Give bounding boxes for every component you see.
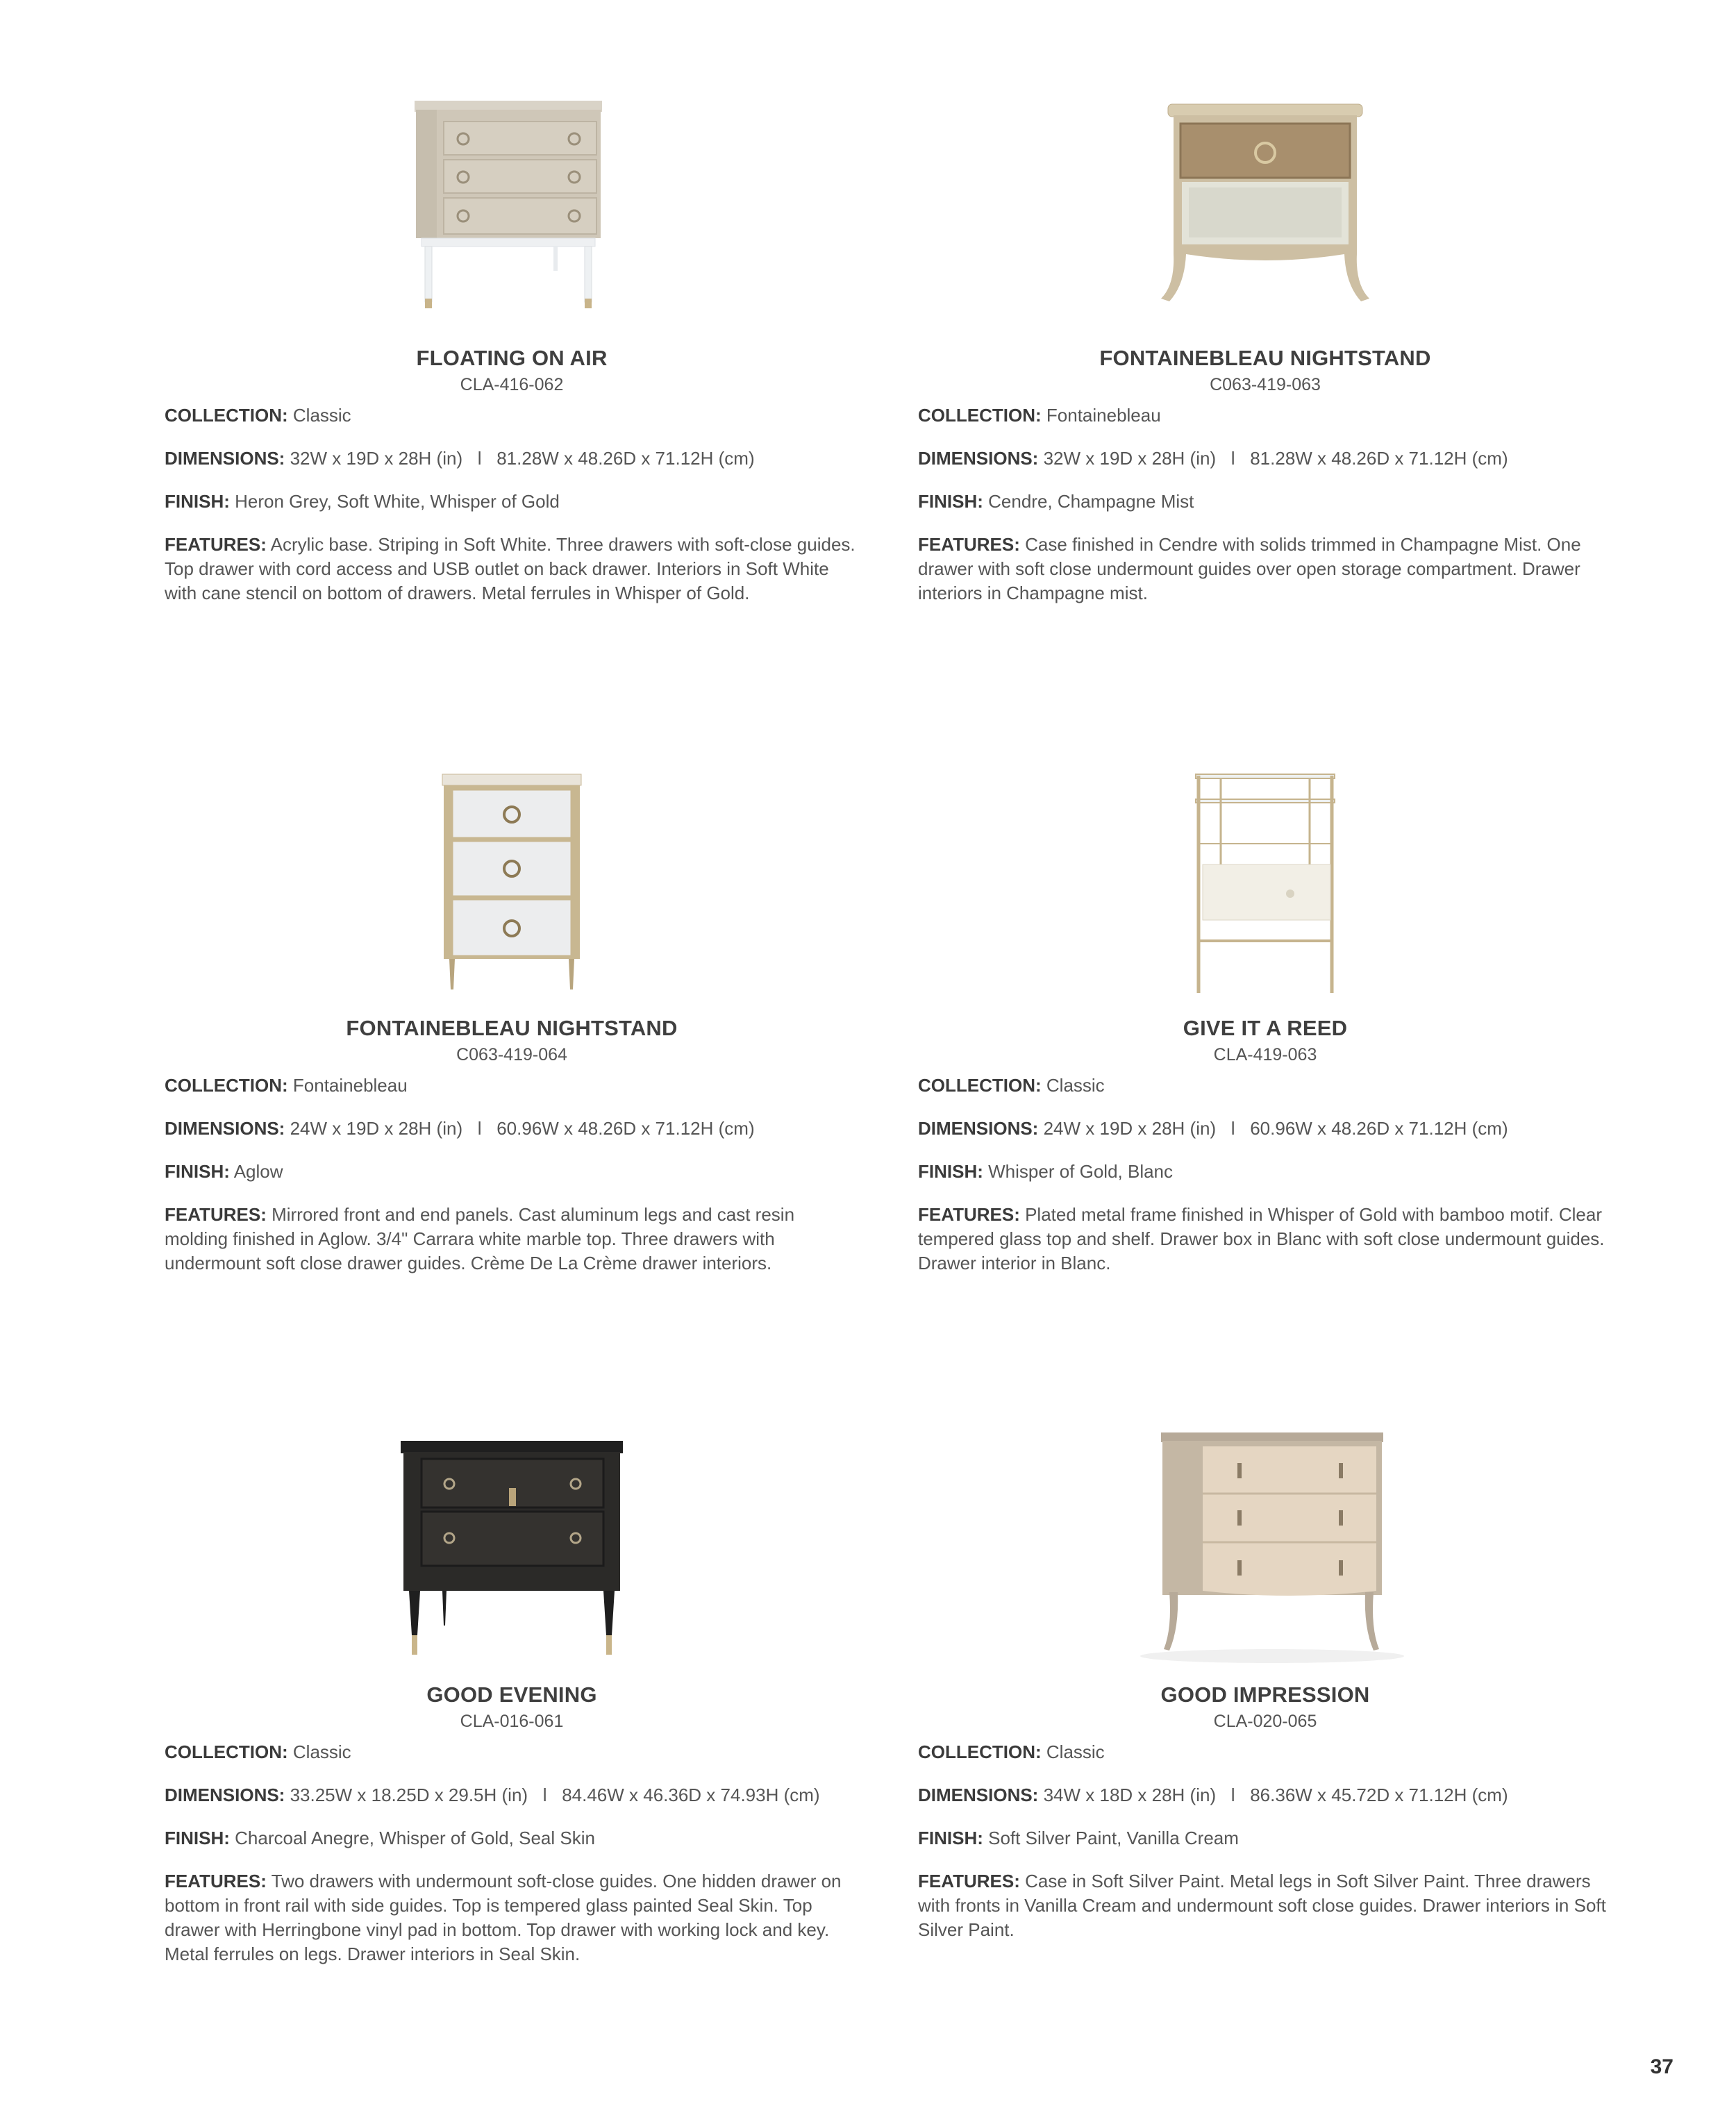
features-line <box>918 1869 1612 1942</box>
features-value: Case in Soft Silver Paint. Metal legs in Soft Silver Paint. Three drawers with fronts in Vanilla Cream and undermount soft close guides. Drawer interiors in Soft Silver Paint. <box>918 1871 1606 1940</box>
finish-label: FINISH: <box>165 1161 230 1182</box>
product-title: GIVE IT A REED <box>1183 1016 1348 1040</box>
collection-value: Fontainebleau <box>292 1075 408 1096</box>
collection-value: Fontainebleau <box>1046 405 1161 426</box>
features-value: Mirrored front and end panels. Cast aluminum legs and cast resin molding finished in Aglow. 3/4" Carrara white marble top. Three drawers with undermount soft close drawer guides. Crème De La Crème drawer interiors. <box>165 1204 795 1273</box>
collection-line <box>165 1740 859 1764</box>
dimensions-label: DIMENSIONS: <box>918 1785 1039 1805</box>
dimensions-label: DIMENSIONS: <box>165 448 285 469</box>
product-card-good-impression <box>918 1427 1612 1942</box>
product-image <box>165 760 859 1010</box>
collection-label: COLLECTION: <box>165 1741 288 1762</box>
product-card-floating-on-air <box>165 90 859 605</box>
dimensions-value: 34W x 18D x 28H (in) l 86.36W x 45.72D x 71.12H (cm) <box>1043 1785 1508 1805</box>
collection-line <box>918 1740 1612 1764</box>
fontainebleau-nightstand-open-illustration <box>1147 90 1383 330</box>
good-impression-chest-illustration <box>1126 1427 1404 1666</box>
collection-value: Classic <box>1046 1741 1105 1762</box>
features-line <box>918 533 1612 605</box>
product-image <box>165 90 859 340</box>
finish-value: Whisper of Gold, Blanc <box>988 1161 1174 1182</box>
finish-value: Charcoal Anegre, Whisper of Gold, Seal Skin <box>235 1828 595 1848</box>
finish-label: FINISH: <box>918 1828 983 1848</box>
features-line <box>165 533 859 605</box>
collection-value: Classic <box>1046 1075 1105 1096</box>
dimensions-line <box>165 1117 859 1141</box>
collection-label: COLLECTION: <box>165 405 288 426</box>
features-label: FEATURES: <box>918 1204 1020 1225</box>
page-number: 37 <box>1650 2055 1674 2078</box>
features-label: FEATURES: <box>165 1871 267 1891</box>
collection-value: Classic <box>292 1741 351 1762</box>
collection-label: COLLECTION: <box>918 1741 1042 1762</box>
finish-line <box>165 1826 859 1851</box>
product-sku: CLA-020-065 <box>1213 1712 1317 1731</box>
finish-label: FINISH: <box>165 1828 230 1848</box>
product-card-fontainebleau-064 <box>165 760 859 1276</box>
features-label: FEATURES: <box>918 534 1020 555</box>
collection-line <box>165 403 859 428</box>
collection-label: COLLECTION: <box>165 1075 288 1096</box>
dimensions-value: 24W x 19D x 28H (in) l 60.96W x 48.26D x 71.12H (cm) <box>1043 1118 1508 1139</box>
product-card-good-evening <box>165 1427 859 1966</box>
features-label: FEATURES: <box>918 1871 1020 1891</box>
product-sku: CLA-016-061 <box>460 1712 564 1731</box>
give-it-a-reed-table-illustration <box>1154 760 1376 1000</box>
product-sku: C063-419-064 <box>456 1045 567 1064</box>
finish-line <box>918 490 1612 514</box>
collection-value: Classic <box>292 405 351 426</box>
product-image <box>918 1427 1612 1677</box>
product-title: GOOD IMPRESSION <box>1160 1682 1370 1707</box>
finish-line <box>165 490 859 514</box>
fontainebleau-nightstand-mirrored-illustration <box>401 760 623 1000</box>
collection-line <box>918 1073 1612 1098</box>
dimensions-line <box>165 446 859 471</box>
features-label: FEATURES: <box>165 1204 267 1225</box>
dimensions-label: DIMENSIONS: <box>165 1785 285 1805</box>
dimensions-value: 32W x 19D x 28H (in) l 81.28W x 48.26D x 71.12H (cm) <box>290 448 755 469</box>
finish-label: FINISH: <box>918 1161 983 1182</box>
finish-value: Aglow <box>233 1161 283 1182</box>
features-label: FEATURES: <box>165 534 267 555</box>
features-value: Plated metal frame finished in Whisper of Gold with bamboo motif. Clear tempered glass top and shelf. Drawer box in Blanc with soft close undermount guides. Drawer interior in Blanc. <box>918 1204 1605 1273</box>
finish-line <box>918 1826 1612 1851</box>
finish-value: Heron Grey, Soft White, Whisper of Gold <box>235 491 560 512</box>
product-card-give-it-a-reed <box>918 760 1612 1276</box>
product-sku: CLA-419-063 <box>1213 1045 1317 1064</box>
product-image <box>165 1427 859 1677</box>
features-line <box>918 1203 1612 1276</box>
product-sku: CLA-416-062 <box>460 375 564 394</box>
product-sku: C063-419-063 <box>1210 375 1321 394</box>
product-title: FLOATING ON AIR <box>416 346 608 370</box>
collection-label: COLLECTION: <box>918 405 1042 426</box>
dimensions-label: DIMENSIONS: <box>918 1118 1039 1139</box>
good-evening-chest-illustration <box>380 1427 644 1666</box>
features-value: Acrylic base. Striping in Soft White. Three drawers with soft-close guides. Top drawer with cord access and USB outlet on back drawer. Interiors in Soft White with cane stencil on bottom of drawers. Metal ferrules in Whisper of Gold. <box>165 534 856 603</box>
collection-label: COLLECTION: <box>918 1075 1042 1096</box>
dimensions-line <box>918 446 1612 471</box>
finish-value: Cendre, Champagne Mist <box>988 491 1194 512</box>
finish-line <box>165 1160 859 1184</box>
dimensions-label: DIMENSIONS: <box>918 448 1039 469</box>
dimensions-line <box>165 1783 859 1807</box>
dimensions-value: 33.25W x 18.25D x 29.5H (in) l 84.46W x 46.36D x 74.93H (cm) <box>290 1785 820 1805</box>
product-card-fontainebleau-063 <box>918 90 1612 605</box>
dimensions-line <box>918 1783 1612 1807</box>
dimensions-line <box>918 1117 1612 1141</box>
product-image <box>918 90 1612 340</box>
floating-on-air-chest-illustration <box>366 90 658 330</box>
product-title: GOOD EVENING <box>426 1682 597 1707</box>
features-value: Two drawers with undermount soft-close guides. One hidden drawer on bottom in front rail with side guides. Top is tempered glass painted Seal Skin. Top drawer with Herringbone vinyl pad in bottom. Top drawer with working lock and key. Metal ferrules on legs. Drawer interiors in Seal Skin. <box>165 1871 842 1964</box>
product-image <box>918 760 1612 1010</box>
dimensions-value: 32W x 19D x 28H (in) l 81.28W x 48.26D x 71.12H (cm) <box>1043 448 1508 469</box>
dimensions-label: DIMENSIONS: <box>165 1118 285 1139</box>
collection-line <box>165 1073 859 1098</box>
collection-line <box>918 403 1612 428</box>
finish-label: FINISH: <box>165 491 230 512</box>
dimensions-value: 24W x 19D x 28H (in) l 60.96W x 48.26D x 71.12H (cm) <box>290 1118 755 1139</box>
product-title: FONTAINEBLEAU NIGHTSTAND <box>1099 346 1431 370</box>
finish-label: FINISH: <box>918 491 983 512</box>
features-line <box>165 1203 859 1276</box>
features-line <box>165 1869 859 1966</box>
features-value: Case finished in Cendre with solids trimmed in Champagne Mist. One drawer with soft close undermount guides over open storage compartment. Drawer interiors in Champagne mist. <box>918 534 1581 603</box>
finish-value: Soft Silver Paint, Vanilla Cream <box>988 1828 1239 1848</box>
product-title: FONTAINEBLEAU NIGHTSTAND <box>346 1016 678 1040</box>
finish-line <box>918 1160 1612 1184</box>
